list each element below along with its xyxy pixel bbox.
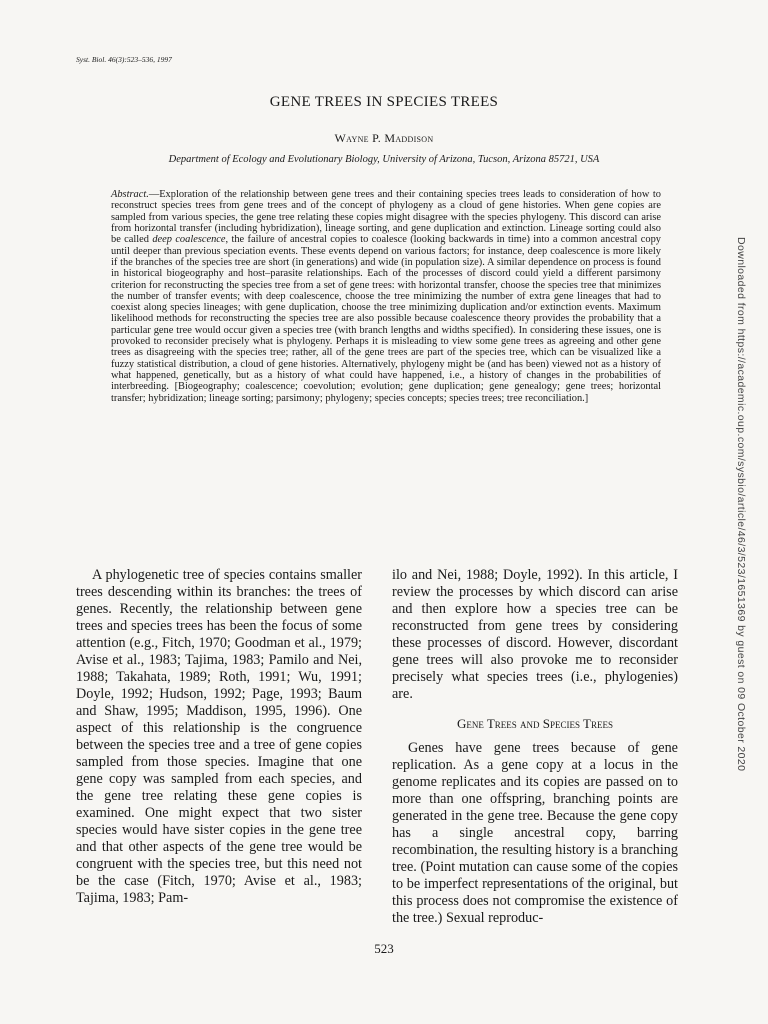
intro-paragraph-continued: ilo and Nei, 1988; Doyle, 1992). In this article, I review the processes by which discord can arise and then explore how a species tree can be reconstructed from gene trees by considering these processes of discord. However, discordant gene trees will also provoke me to reconsider precisely what species trees (i.e., phylogenies) are. bbox=[392, 567, 678, 702]
download-watermark: Downloaded from https://academic.oup.com/sysbio/article/46/3/523/1651369 by guest on 09 October 2020 bbox=[735, 237, 747, 772]
page-number: 523 bbox=[374, 941, 394, 956]
author-affiliation: Department of Ecology and Evolutionary Biology, University of Arizona, Tucson, Arizona 85721, USA bbox=[168, 154, 600, 165]
body-column-right bbox=[392, 567, 678, 927]
article-author: Wayne P. Maddison bbox=[334, 131, 434, 145]
section-heading: Gene Trees and Species Trees bbox=[456, 716, 614, 731]
body-column-left bbox=[76, 567, 362, 907]
abstract-emphasis: deep coalescence bbox=[152, 234, 226, 246]
abstract-text-part2: , the failure of ancestral copies to coalesce (looking backwards in time) into a common ancestral copy until deeper than previous speciation events. These events depend on various factors; for instance, deep coalescence is more likely if the branches of the species tree are short (in generations) and wide (in population size). A similar dependence on process is found in historical biogeography and host–parasite relationships. Each of the processes of discord could yield a different parsimony criterion for reconstructing the species tree from a set of gene trees: with horizontal transfer, choose the species tree that minimizes the number of transfer events; with deep coalescence, choose the tree minimizing the number of extra gene lineages that had to coexist along species lineages; with gene duplication, choose the tree minimizing duplication and/or extinction events. Maximum likelihood methods for reconstructing the species tree are also possible because coalescence theory provides the probability that a particular gene tree would occur given a species tree (with branch lengths and widths specified). In considering these issues, one is provoked to reconsider precisely what is phylogeny. Perhaps it is misleading to view some gene trees as agreeing and other gene trees as disagreeing with the species tree; rather, all of the gene trees are part of the species tree, which can be visualized like a fuzzy statistical distribution, a cloud of gene histories. Alternatively, phylogeny might be (and has been) viewed not as a history of what happened, genetically, but as a history of what could have happened, i.e., a history of changes in the probabilities of interbreeding. [Biogeography; coalescence; coevolution; evolution; gene duplication; gene genealogy; gene trees; horizontal transfer; hybridization; lineage sorting; parsimony; phylogeny; species concepts; species trees; tree reconciliation.] bbox=[111, 234, 662, 404]
article-title: GENE TREES IN SPECIES TREES bbox=[269, 94, 499, 110]
abstract-text-part1: —Exploration of the relationship between gene trees and their containing species trees leads to consideration of how to reconstruct species trees from gene trees and of the concept of phylogeny as a cloud of gene histories. When gene copies are sampled from various species, the gene tree relating these copies might disagree with the species phylogeny. This discord can arise from horizontal transfer (including hybridization), lineage sorting, and gene duplication and extinction. Lineage sorting could also be called bbox=[111, 189, 661, 246]
abstract bbox=[111, 189, 661, 404]
section-paragraph: Genes have gene trees because of gene replication. As a gene copy at a locus in the genome replicates and its copies are passed on to more than one offspring, branching points are generated in the gene tree. Because the gene copy has a single ancestral copy, barring recombination, the resulting history is a branching tree. (Point mutation can cause some of the copies to be imperfect representations of the original, but this process does not compromise the existence of the tree.) Sexual reproduc- bbox=[392, 740, 678, 926]
abstract-label: Abstract. bbox=[111, 189, 149, 200]
journal-reference: Syst. Biol. 46(3):523–536, 1997 bbox=[76, 55, 172, 64]
intro-paragraph: A phylogenetic tree of species contains smaller trees descending within its branches: the trees of genes. Recently, the relationship between gene trees and species trees has been the focus of some attention (e.g., Fitch, 1970; Goodman et al., 1979; Avise et al., 1983; Tajima, 1983; Pamilo and Nei, 1988; Takahata, 1989; Roth, 1991; Wu, 1991; Doyle, 1992; Hudson, 1992; Page, 1993; Baum and Shaw, 1995; Maddison, 1995, 1996). One aspect of this relationship is the congruence between the species tree and a tree of gene copies sampled from those species. Imagine that one gene copy was sampled from each species, and the gene tree relating these gene copies is examined. One might expect that two sister species would have sister copies in the gene tree and that other aspects of the gene tree would be congruent with the species tree, but this need not be the case (Fitch, 1970; Avise et al., 1983; Tajima, 1983; Pam- bbox=[76, 567, 362, 906]
